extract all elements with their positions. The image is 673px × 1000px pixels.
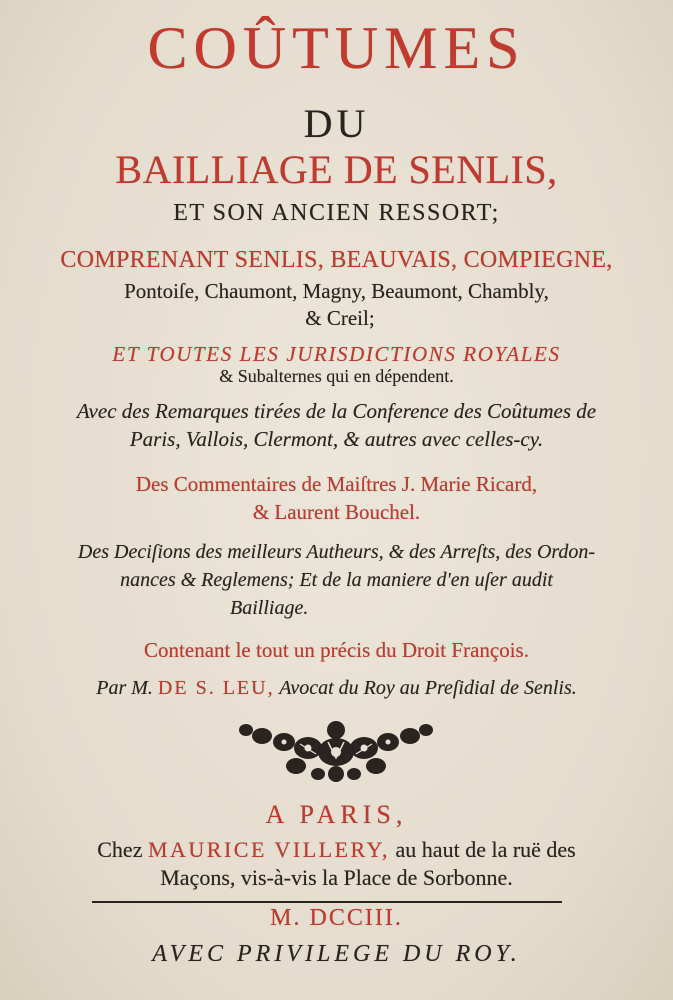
imprint-printer: MAURICE VILLERY, — [147, 837, 391, 862]
jurisdictions-subalternes: & Subalternes qui en dépendent. — [219, 366, 454, 386]
imprint-chez: Chez — [97, 837, 143, 862]
places-creil: & Creil; — [305, 306, 375, 330]
author-line — [0, 677, 673, 700]
author-suffix: Avocat du Roy au Preſidial de Senlis. — [279, 677, 577, 699]
commentaires-line-2: & Laurent Bouchel. — [252, 500, 421, 524]
floral-ornament-icon — [236, 718, 436, 784]
decisions-line-2: nances & Reglemens; Et de la maniere d'en uſer audit — [120, 569, 553, 591]
remarques-line-1: Avec des Remarques tirées de la Conference des Coûtumes de — [76, 399, 597, 423]
imprint-address-1: au haut de la ruë des — [395, 837, 576, 862]
imprint-address-2: Maçons, vis-à-vis la Place de Sorbonne. — [160, 865, 513, 890]
author-name: DE S. LEU, — [157, 677, 275, 699]
places-comprenant: COMPRENANT SENLIS, BEAUVAIS, COMPIEGNE, — [60, 247, 613, 273]
commentaires-line-1: Des Commentaires de Maiſtres J. Marie Ricard, — [135, 472, 538, 496]
title-ancien-ressort: ET SON ANCIEN RESSORT; — [173, 200, 500, 226]
imprint-city: A PARIS, — [265, 800, 408, 829]
decisions-line-1: Des Deciſions des meilleurs Autheurs, & des Arreſts, des Ordon- — [77, 541, 596, 563]
places-pontoise: Pontoiſe, Chaumont, Magny, Beaumont, Chambly, — [124, 279, 549, 303]
contenant-line: Contenant le tout un précis du Droit François. — [144, 638, 529, 662]
title-bailliage: BAILLIAGE DE SENLIS, — [115, 147, 558, 192]
title-du: DU — [303, 101, 370, 146]
decisions-line-3: Bailliage. — [230, 597, 309, 619]
privilege-line: AVEC PRIVILEGE DU ROY. — [152, 941, 521, 967]
remarques-line-2: Paris, Vallois, Clermont, & autres avec celles-cy. — [129, 427, 544, 451]
divider-rule — [92, 901, 562, 903]
author-prefix: Par M. — [96, 677, 153, 699]
imprint-printer-line — [0, 837, 673, 863]
main-title: COÛTUMES — [147, 15, 526, 81]
publication-date: M. DCCIII. — [270, 905, 403, 931]
jurisdictions-heading: ET TOUTES LES JURISDICTIONS ROYALES — [112, 342, 561, 366]
